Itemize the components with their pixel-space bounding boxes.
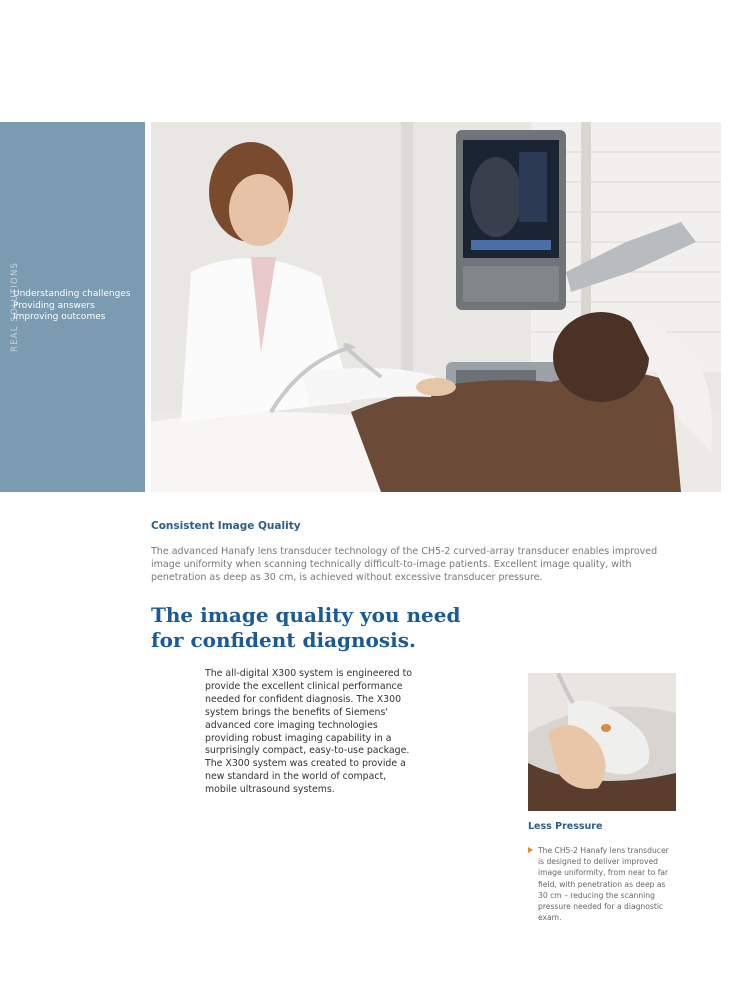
tagline-2: Providing answers — [13, 300, 95, 311]
hero-photo — [151, 122, 721, 492]
section-intro: The advanced Hanafy lens transducer technology of the CH5-2 curved-array transducer enables improved image uniformity when scanning technically difficult-to-image patients. Excellent image quality, with penetration as deep as 30 cm, is achieved without excessive transducer pressure. — [151, 546, 658, 583]
caption-heading: Less Pressure — [528, 821, 603, 832]
sidebar-taglines — [13, 289, 131, 324]
headline-line-1: The image quality you need — [151, 603, 461, 627]
tagline-3: Improving outcomes — [13, 312, 106, 322]
arrow-bullet-icon — [528, 847, 533, 853]
transducer-photo-icon — [528, 673, 676, 811]
headline-line-2: for confident diagnosis. — [151, 628, 416, 652]
ultrasound-exam-photo-icon — [151, 122, 721, 492]
section-heading: Consistent Image Quality — [151, 520, 301, 532]
caption — [528, 845, 673, 923]
tagline-1: Understanding challenges — [13, 289, 131, 299]
transducer-photo — [528, 673, 676, 811]
body-copy: The all-digital X300 system is engineered to provide the excellent clinical performance needed for confident diagnosis. The X300 system brings the benefits of Siemens' advanced core imaging technologies providing robust imaging capability in a surprisingly compact, easy-to-use package. The X300 system was created to provide a new standard in the world of compact, mobile ultrasound systems. — [205, 668, 413, 796]
sidebar-panel — [0, 122, 145, 492]
page-headline — [151, 603, 481, 653]
caption-text: The CH5-2 Hanafy lens transducer is designed to deliver improved image uniformity, from near to far field, with penetration as deep as 30 cm – reducing the scanning pressure needed for a diagnostic exam. — [538, 846, 669, 923]
sidebar-vertical-label: REAL SOLUTIONS — [10, 261, 20, 352]
